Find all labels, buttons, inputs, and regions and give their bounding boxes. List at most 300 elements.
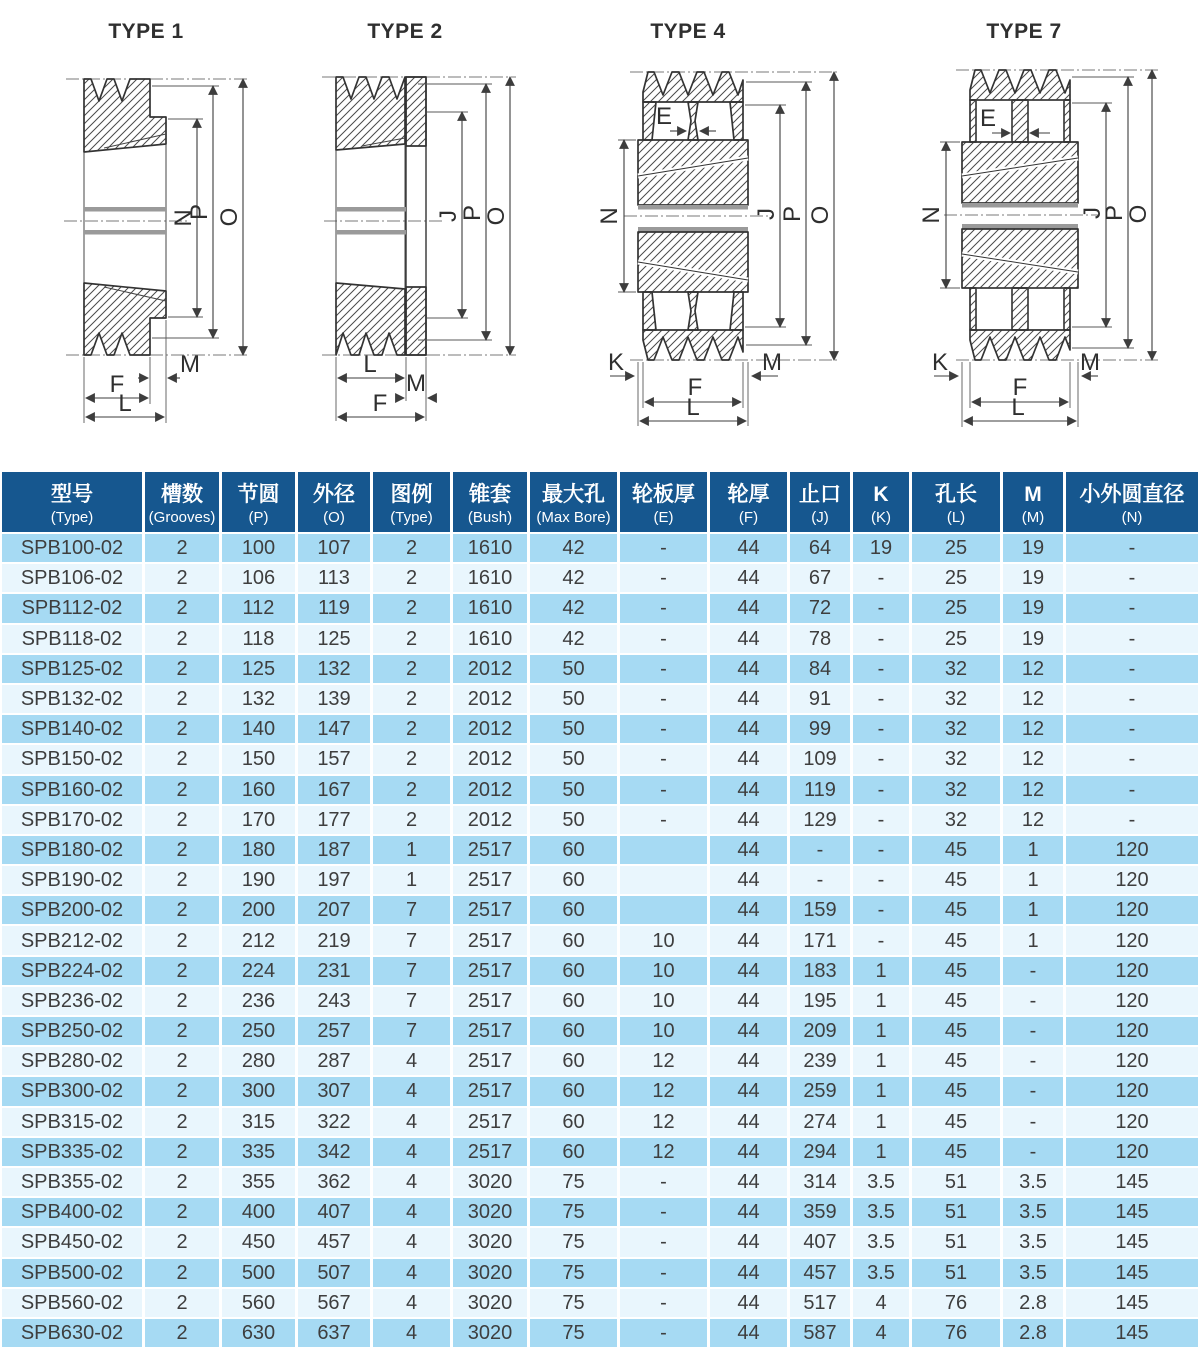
table-cell: 2 (145, 866, 222, 896)
table-cell: 1 (853, 957, 912, 987)
table-cell: 567 (298, 1289, 373, 1319)
hub-walls (336, 144, 405, 289)
table-cell: 12 (1003, 685, 1066, 715)
table-cell: - (1066, 715, 1198, 745)
header-cell (912, 472, 1003, 534)
table-cell: 120 (1066, 836, 1198, 866)
table-cell: 45 (912, 866, 1003, 896)
table-cell: 145 (1066, 1168, 1198, 1198)
table-cell: SPB100-02 (2, 534, 145, 564)
bore-band (84, 207, 166, 212)
table-cell: 1 (1003, 926, 1066, 956)
header-cell (453, 472, 530, 534)
table-cell: 2 (145, 1108, 222, 1138)
table-cell: - (620, 1198, 710, 1228)
table-cell: 2 (373, 806, 453, 836)
table-cell: 209 (790, 1017, 853, 1047)
table-cell: 1 (853, 1138, 912, 1168)
table-cell: 44 (710, 625, 790, 655)
table-cell: - (620, 534, 710, 564)
web-post-center (1012, 100, 1028, 142)
table-cell: SPB190-02 (2, 866, 145, 896)
table-cell: 2012 (453, 655, 530, 685)
table-cell: 3020 (453, 1259, 530, 1289)
table-cell: 2012 (453, 776, 530, 806)
dim-label-P: P (186, 203, 213, 221)
header-label-en: (L) (946, 509, 966, 526)
table-cell: 7 (373, 987, 453, 1017)
table-cell: - (853, 715, 912, 745)
table-cell: 25 (912, 625, 1003, 655)
table-cell: - (790, 866, 853, 896)
table-cell: 314 (790, 1168, 853, 1198)
table-cell: 1610 (453, 625, 530, 655)
table-cell: 10 (620, 957, 710, 987)
table-cell: SPB500-02 (2, 1259, 145, 1289)
table-cell: 342 (298, 1138, 373, 1168)
web-post-left (970, 100, 976, 142)
table-cell: 1 (853, 1108, 912, 1138)
table-cell: 45 (912, 957, 1003, 987)
table-cell: 44 (710, 685, 790, 715)
table-row (2, 1047, 1198, 1077)
table-cell: 2517 (453, 957, 530, 987)
table-cell: 2 (145, 715, 222, 745)
table-row (2, 1077, 1198, 1107)
table-cell: 1 (853, 1017, 912, 1047)
spec-table (2, 472, 1198, 1349)
web-post-right (730, 102, 743, 140)
table-cell: - (1003, 987, 1066, 1017)
dim-label-J: J (753, 208, 780, 220)
web-post-center (1012, 288, 1028, 330)
header-cell (853, 472, 912, 534)
header-label-en: (Type) (390, 509, 433, 526)
table-cell: - (790, 836, 853, 866)
table-cell: - (620, 1228, 710, 1258)
table-cell: 2 (145, 1077, 222, 1107)
header-cell (222, 472, 298, 534)
header-label-en: (Grooves) (148, 509, 216, 526)
table-row (2, 594, 1198, 624)
table-cell: 3.5 (1003, 1259, 1066, 1289)
table-cell: 362 (298, 1168, 373, 1198)
dim-label-N: N (596, 207, 623, 225)
table-cell: 60 (530, 926, 620, 956)
table-cell: 2517 (453, 866, 530, 896)
table-cell: 75 (530, 1289, 620, 1319)
table-cell: 457 (790, 1259, 853, 1289)
table-cell: 120 (1066, 1077, 1198, 1107)
header-cell (710, 472, 790, 534)
table-row (2, 896, 1198, 926)
bore-band (336, 207, 406, 212)
web-post-right (730, 292, 743, 330)
web-post-left (970, 288, 976, 330)
table-cell: 120 (1066, 1047, 1198, 1077)
header-cell (2, 472, 145, 534)
table-cell: - (620, 685, 710, 715)
table-cell: 60 (530, 987, 620, 1017)
bore-band (84, 230, 166, 235)
table-cell: 2 (145, 1017, 222, 1047)
table-cell: 2 (145, 1198, 222, 1228)
table-cell: 45 (912, 1108, 1003, 1138)
table-cell: 44 (710, 1198, 790, 1228)
table-cell: 109 (790, 745, 853, 775)
table-cell: 4 (373, 1319, 453, 1349)
table-cell: 2012 (453, 685, 530, 715)
rim-bottom-section (84, 283, 166, 355)
table-cell: 2517 (453, 987, 530, 1017)
table-cell: 45 (912, 1047, 1003, 1077)
table-cell: 44 (710, 1168, 790, 1198)
table-cell: 2 (373, 625, 453, 655)
table-cell: 2 (145, 1138, 222, 1168)
header-label-zh: 型号 (51, 483, 93, 506)
table-cell: 183 (790, 957, 853, 987)
table-cell: 44 (710, 534, 790, 564)
header-cell (530, 472, 620, 534)
dim-label-N: N (170, 209, 197, 227)
table-cell: 75 (530, 1228, 620, 1258)
table-cell: 4 (853, 1319, 912, 1349)
table-cell: 2517 (453, 1077, 530, 1107)
table-cell: SPB224-02 (2, 957, 145, 987)
table-cell: 2 (145, 836, 222, 866)
header-label-zh: 槽数 (161, 483, 203, 506)
table-cell: 44 (710, 1138, 790, 1168)
table-cell: 12 (1003, 655, 1066, 685)
table-cell (620, 836, 710, 866)
table-cell: SPB140-02 (2, 715, 145, 745)
table-row (2, 1289, 1198, 1319)
table-cell: 32 (912, 745, 1003, 775)
table-cell (620, 866, 710, 896)
header-label-en: (J) (811, 509, 829, 526)
header-label-en: (M) (1021, 509, 1045, 526)
table-cell: 12 (1003, 806, 1066, 836)
table-cell: 45 (912, 836, 1003, 866)
header-label-en: (O) (323, 509, 345, 526)
table-cell: 3020 (453, 1168, 530, 1198)
table-cell: 7 (373, 1017, 453, 1047)
table-cell: 50 (530, 685, 620, 715)
pulley-type-diagrams (0, 0, 1200, 472)
table-cell: SPB212-02 (2, 926, 145, 956)
table-cell: SPB250-02 (2, 1017, 145, 1047)
table-cell: - (620, 1168, 710, 1198)
table-row (2, 564, 1198, 594)
table-cell: 2 (145, 1289, 222, 1319)
table-cell: 3.5 (1003, 1198, 1066, 1228)
table-cell: - (853, 564, 912, 594)
rim-top-section (336, 77, 405, 150)
table-cell: 4 (373, 1198, 453, 1228)
table-cell: 119 (298, 594, 373, 624)
table-cell: 400 (222, 1198, 298, 1228)
table-cell: 75 (530, 1198, 620, 1228)
table-cell: - (853, 685, 912, 715)
table-cell: SPB118-02 (2, 625, 145, 655)
table-cell: 42 (530, 625, 620, 655)
header-label-zh: K (873, 483, 889, 506)
dim-label-F: F (1012, 374, 1028, 401)
table-cell: 239 (790, 1047, 853, 1077)
bore-band (962, 224, 1078, 229)
table-cell: 44 (710, 1259, 790, 1289)
window-outline (1028, 288, 1064, 330)
table-cell: 236 (222, 987, 298, 1017)
table-cell: 3.5 (853, 1259, 912, 1289)
table-cell: - (620, 594, 710, 624)
table-cell: 25 (912, 534, 1003, 564)
table-cell: 2 (373, 594, 453, 624)
table-cell: 2517 (453, 1017, 530, 1047)
table-row (2, 1228, 1198, 1258)
table-cell: 2 (145, 806, 222, 836)
table-row (2, 1198, 1198, 1228)
table-cell: 197 (298, 866, 373, 896)
table-cell: 1610 (453, 564, 530, 594)
table-cell: 44 (710, 564, 790, 594)
table-cell: 44 (710, 836, 790, 866)
table-cell: 139 (298, 685, 373, 715)
diagram-type-2 (322, 20, 516, 421)
dim-label-P: P (779, 205, 806, 223)
table-cell: 60 (530, 896, 620, 926)
table-cell: 12 (620, 1108, 710, 1138)
table-cell: 44 (710, 1319, 790, 1349)
table-cell: 250 (222, 1017, 298, 1047)
table-body (2, 534, 1198, 1349)
table-cell: 190 (222, 866, 298, 896)
table-cell: 207 (298, 896, 373, 926)
table-cell: 75 (530, 1259, 620, 1289)
web-post-center (688, 102, 698, 140)
table-cell: 44 (710, 896, 790, 926)
table-cell: 50 (530, 806, 620, 836)
table-cell: 2012 (453, 715, 530, 745)
table-cell: SPB132-02 (2, 685, 145, 715)
window-outline (976, 288, 1012, 330)
table-cell: 1 (1003, 836, 1066, 866)
table-cell: 51 (912, 1228, 1003, 1258)
table-cell: 1 (853, 1077, 912, 1107)
table-cell: 212 (222, 926, 298, 956)
table-cell: - (1066, 625, 1198, 655)
table-cell: 129 (790, 806, 853, 836)
table-cell: 3.5 (853, 1198, 912, 1228)
table-cell: 145 (1066, 1228, 1198, 1258)
table-cell: 637 (298, 1319, 373, 1349)
table-cell: 219 (298, 926, 373, 956)
table-cell: 4 (373, 1289, 453, 1319)
table-cell: 84 (790, 655, 853, 685)
table-cell: 60 (530, 1138, 620, 1168)
table-cell: 287 (298, 1047, 373, 1077)
table-cell: 274 (790, 1108, 853, 1138)
table-cell: 2 (145, 926, 222, 956)
table-cell: 19 (853, 534, 912, 564)
header-cell (1003, 472, 1066, 534)
table-cell: 587 (790, 1319, 853, 1349)
table-cell: 12 (1003, 715, 1066, 745)
header-label-en: (P) (248, 509, 269, 526)
table-cell: - (853, 625, 912, 655)
table-cell: 76 (912, 1289, 1003, 1319)
table-cell: 457 (298, 1228, 373, 1258)
table-cell: 44 (710, 776, 790, 806)
table-row (2, 836, 1198, 866)
table-cell: 1 (373, 836, 453, 866)
table-cell: - (853, 745, 912, 775)
diagram-type-1 (64, 20, 248, 423)
table-cell: - (1066, 564, 1198, 594)
header-cell (790, 472, 853, 534)
table-cell: 2 (145, 594, 222, 624)
table-cell: 118 (222, 625, 298, 655)
header-label-en: (Bush) (467, 509, 513, 526)
table-cell: 157 (298, 745, 373, 775)
table-cell: 107 (298, 534, 373, 564)
table-cell: 51 (912, 1259, 1003, 1289)
bore-band (962, 203, 1078, 208)
header-label-zh: 轮板厚 (632, 483, 695, 506)
header-label-en: (Max Bore) (536, 509, 611, 526)
rim-top-section (970, 70, 1070, 100)
table-cell: - (620, 625, 710, 655)
table-row (2, 1017, 1198, 1047)
dim-label-O: O (483, 206, 510, 226)
table-cell: 160 (222, 776, 298, 806)
table-cell: - (853, 776, 912, 806)
web-plate-bottom (406, 287, 426, 355)
table-row (2, 685, 1198, 715)
table-cell: - (1066, 594, 1198, 624)
dim-label-L: L (118, 390, 132, 417)
table-cell: 32 (912, 806, 1003, 836)
table-cell: 12 (620, 1138, 710, 1168)
table-cell: 32 (912, 776, 1003, 806)
table-cell: 119 (790, 776, 853, 806)
table-cell: 2 (145, 1228, 222, 1258)
dim-label-O: O (216, 207, 243, 227)
table-cell: 2 (145, 534, 222, 564)
table-cell: SPB400-02 (2, 1198, 145, 1228)
table-cell: SPB125-02 (2, 655, 145, 685)
table-cell: 67 (790, 564, 853, 594)
table-cell: 2 (145, 1047, 222, 1077)
dim-label-M: M (406, 370, 426, 397)
table-row (2, 1168, 1198, 1198)
table-cell: 60 (530, 1077, 620, 1107)
diagram-title: TYPE 2 (367, 20, 443, 43)
table-row (2, 1259, 1198, 1289)
bore-band (638, 205, 748, 210)
web-post-right (1064, 100, 1070, 142)
table-cell: 145 (1066, 1319, 1198, 1349)
table-cell: 75 (530, 1319, 620, 1349)
table-cell: 1 (853, 987, 912, 1017)
header-label-en: (F) (738, 509, 759, 526)
table-cell: 322 (298, 1108, 373, 1138)
table-cell: SPB450-02 (2, 1228, 145, 1258)
table-cell: 44 (710, 806, 790, 836)
table-cell: SPB160-02 (2, 776, 145, 806)
table-cell: 19 (1003, 534, 1066, 564)
table-cell: 4 (373, 1138, 453, 1168)
hub-walls (84, 144, 166, 291)
window-outline (1028, 100, 1064, 142)
table-cell: - (620, 745, 710, 775)
table-cell: 2 (145, 655, 222, 685)
table-cell: 12 (620, 1077, 710, 1107)
table-cell: 120 (1066, 1108, 1198, 1138)
table-cell: 44 (710, 655, 790, 685)
table-cell: 167 (298, 776, 373, 806)
dim-label-K: K (931, 349, 949, 376)
rim-bottom-section (336, 283, 405, 355)
dim-label-J: J (1079, 207, 1106, 219)
table-cell: 75 (530, 1168, 620, 1198)
table-cell: SPB300-02 (2, 1077, 145, 1107)
rim-bottom-section (643, 330, 743, 360)
table-cell: 12 (620, 1047, 710, 1077)
table-cell: SPB106-02 (2, 564, 145, 594)
table-cell: 180 (222, 836, 298, 866)
table-cell: 500 (222, 1259, 298, 1289)
table-cell: 44 (710, 987, 790, 1017)
table-row (2, 866, 1198, 896)
header-label-zh: 孔长 (935, 483, 977, 506)
table-cell: 125 (222, 655, 298, 685)
table-cell: 44 (710, 957, 790, 987)
table-cell: 3020 (453, 1198, 530, 1228)
table-cell: 150 (222, 745, 298, 775)
rim-bottom-section (970, 330, 1070, 360)
table-cell: 1 (1003, 866, 1066, 896)
table-cell: 630 (222, 1319, 298, 1349)
table-cell: - (1066, 776, 1198, 806)
table-cell: 2 (373, 655, 453, 685)
table-cell: 294 (790, 1138, 853, 1168)
header-label-zh: M (1024, 483, 1042, 506)
dim-label-F: F (372, 390, 388, 417)
table-cell: 2517 (453, 836, 530, 866)
table-cell: 19 (1003, 564, 1066, 594)
table-cell: 3020 (453, 1289, 530, 1319)
dim-label-E: E (655, 103, 673, 130)
table-cell: 300 (222, 1077, 298, 1107)
header-label-en: (N) (1121, 509, 1143, 526)
table-cell: - (620, 806, 710, 836)
table-cell: 12 (1003, 776, 1066, 806)
table-cell: SPB236-02 (2, 987, 145, 1017)
table-row (2, 1138, 1198, 1168)
dim-label-L: L (1011, 394, 1025, 421)
table-cell: 44 (710, 866, 790, 896)
table-cell: 187 (298, 836, 373, 866)
table-cell: - (1003, 1047, 1066, 1077)
table-cell: 7 (373, 957, 453, 987)
header-label-zh: 止口 (799, 483, 841, 506)
table-cell: 125 (298, 625, 373, 655)
table-cell: - (1003, 1017, 1066, 1047)
table-cell: 60 (530, 1047, 620, 1077)
web-post-right (1064, 288, 1070, 330)
table-cell: 145 (1066, 1198, 1198, 1228)
